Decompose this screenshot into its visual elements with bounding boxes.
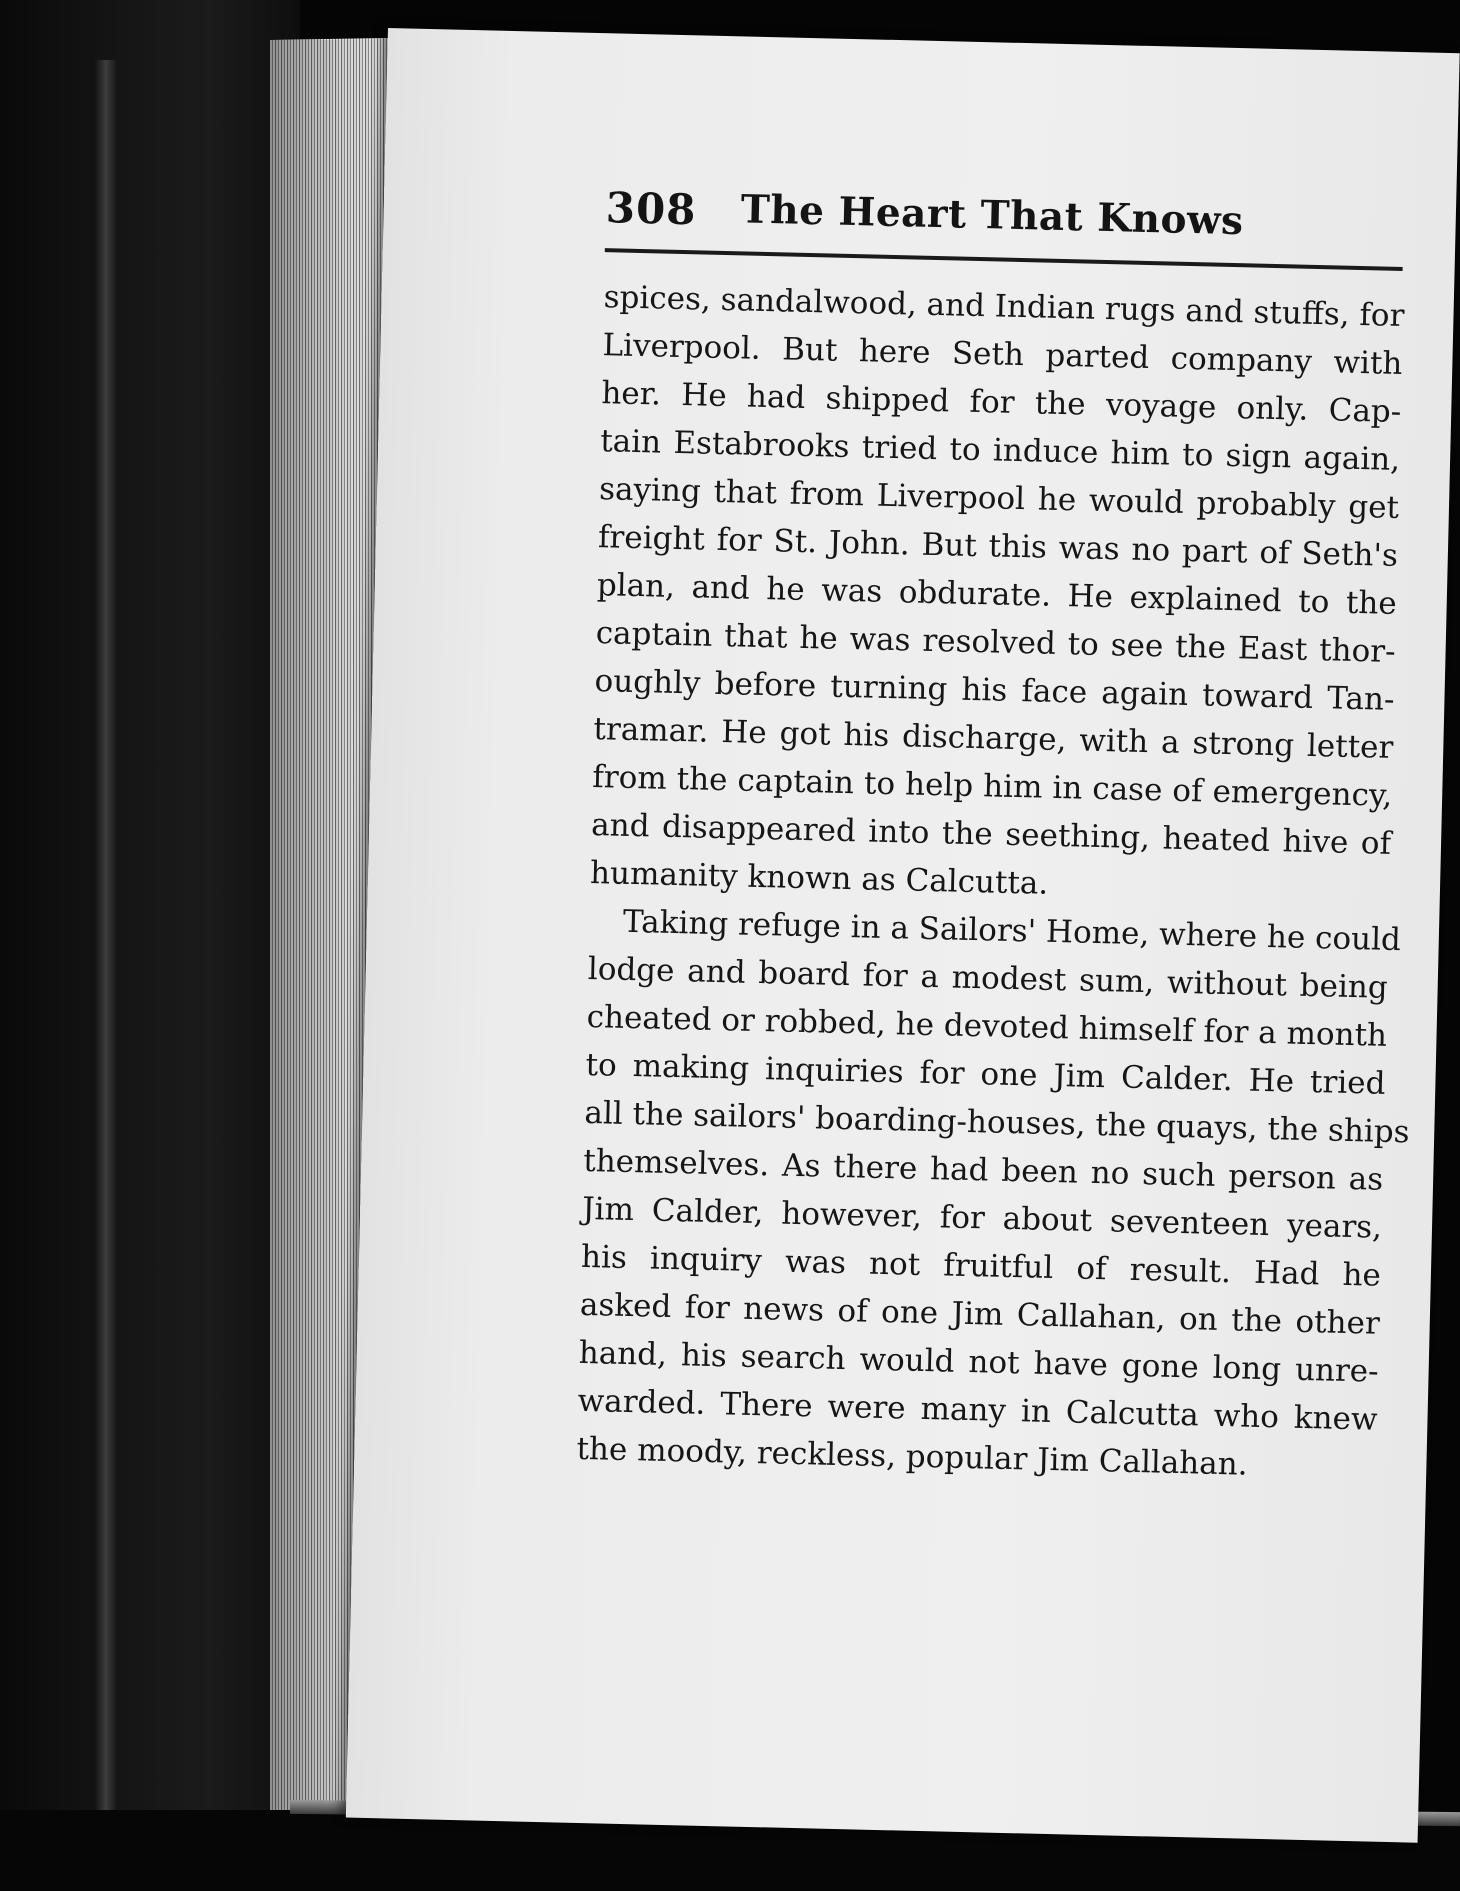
text-line: Jim Calder, however, for about seventeen years, (581, 1190, 1383, 1246)
text-line: plan, and he was obdurate. He explained to the (596, 567, 1398, 622)
text-line: hand, his search would not have gone long unre- (578, 1334, 1380, 1390)
text-line: asked for news of one Jim Callahan, on the other (579, 1286, 1381, 1342)
text-line: Taking refuge in a Sailors' Home, where he could (622, 903, 1402, 959)
text-line: her. He had shipped for the voyage only. Cap- (601, 375, 1402, 430)
text-line: all the sailors' boarding-houses, the quays, the ships (584, 1094, 1411, 1151)
text-line: his inquiry was not fruitful of result. Had he (580, 1238, 1382, 1294)
running-title: The Heart That Knows (740, 186, 1245, 245)
text-line: oughly before turning his face again toward Tan- (594, 663, 1395, 718)
text-line: spices, sandalwood, and Indian rugs and stuffs, for (603, 279, 1405, 335)
text-line: warded. There were many in Calcutta who knew (577, 1382, 1378, 1438)
text-line: lodge and board for a modest sum, without being (587, 950, 1389, 1006)
text-line: humanity known as Calcutta. (589, 855, 1049, 902)
text-line: themselves. As there had been no such person as (582, 1142, 1384, 1198)
text-line: cheated or robbed, he devoted himself for a month (586, 998, 1388, 1054)
printed-page (346, 28, 1460, 1843)
text-line: to making inquiries for one Jim Calder. He tried (585, 1046, 1386, 1102)
paragraph-1 (590, 273, 1404, 916)
text-line: tain Estabrooks tried to induce him to sign again, (599, 423, 1401, 478)
text-line: the moody, reckless, popular Jim Callahan. (576, 1430, 1248, 1483)
text-line: Liverpool. But here Seth parted company with (602, 327, 1403, 382)
page-number: 308 (605, 183, 698, 235)
paragraph-2 (576, 897, 1411, 1492)
text-line: tramar. He got his discharge, with a strong letter (593, 711, 1394, 766)
text-line: saying that from Liverpool he would probably get (598, 471, 1400, 526)
text-line: and disappeared into the seething, heated hive of (590, 807, 1392, 862)
body-text (576, 273, 1411, 1492)
text-line: captain that he was resolved to see the East thor- (595, 615, 1397, 670)
text-line: freight for St. John. But this was no part of Seth's (597, 519, 1399, 574)
book-spine-shadow (0, 0, 300, 1891)
text-line: from the captain to help him in case of emergency, (591, 759, 1393, 814)
spine-highlight (95, 60, 117, 1840)
